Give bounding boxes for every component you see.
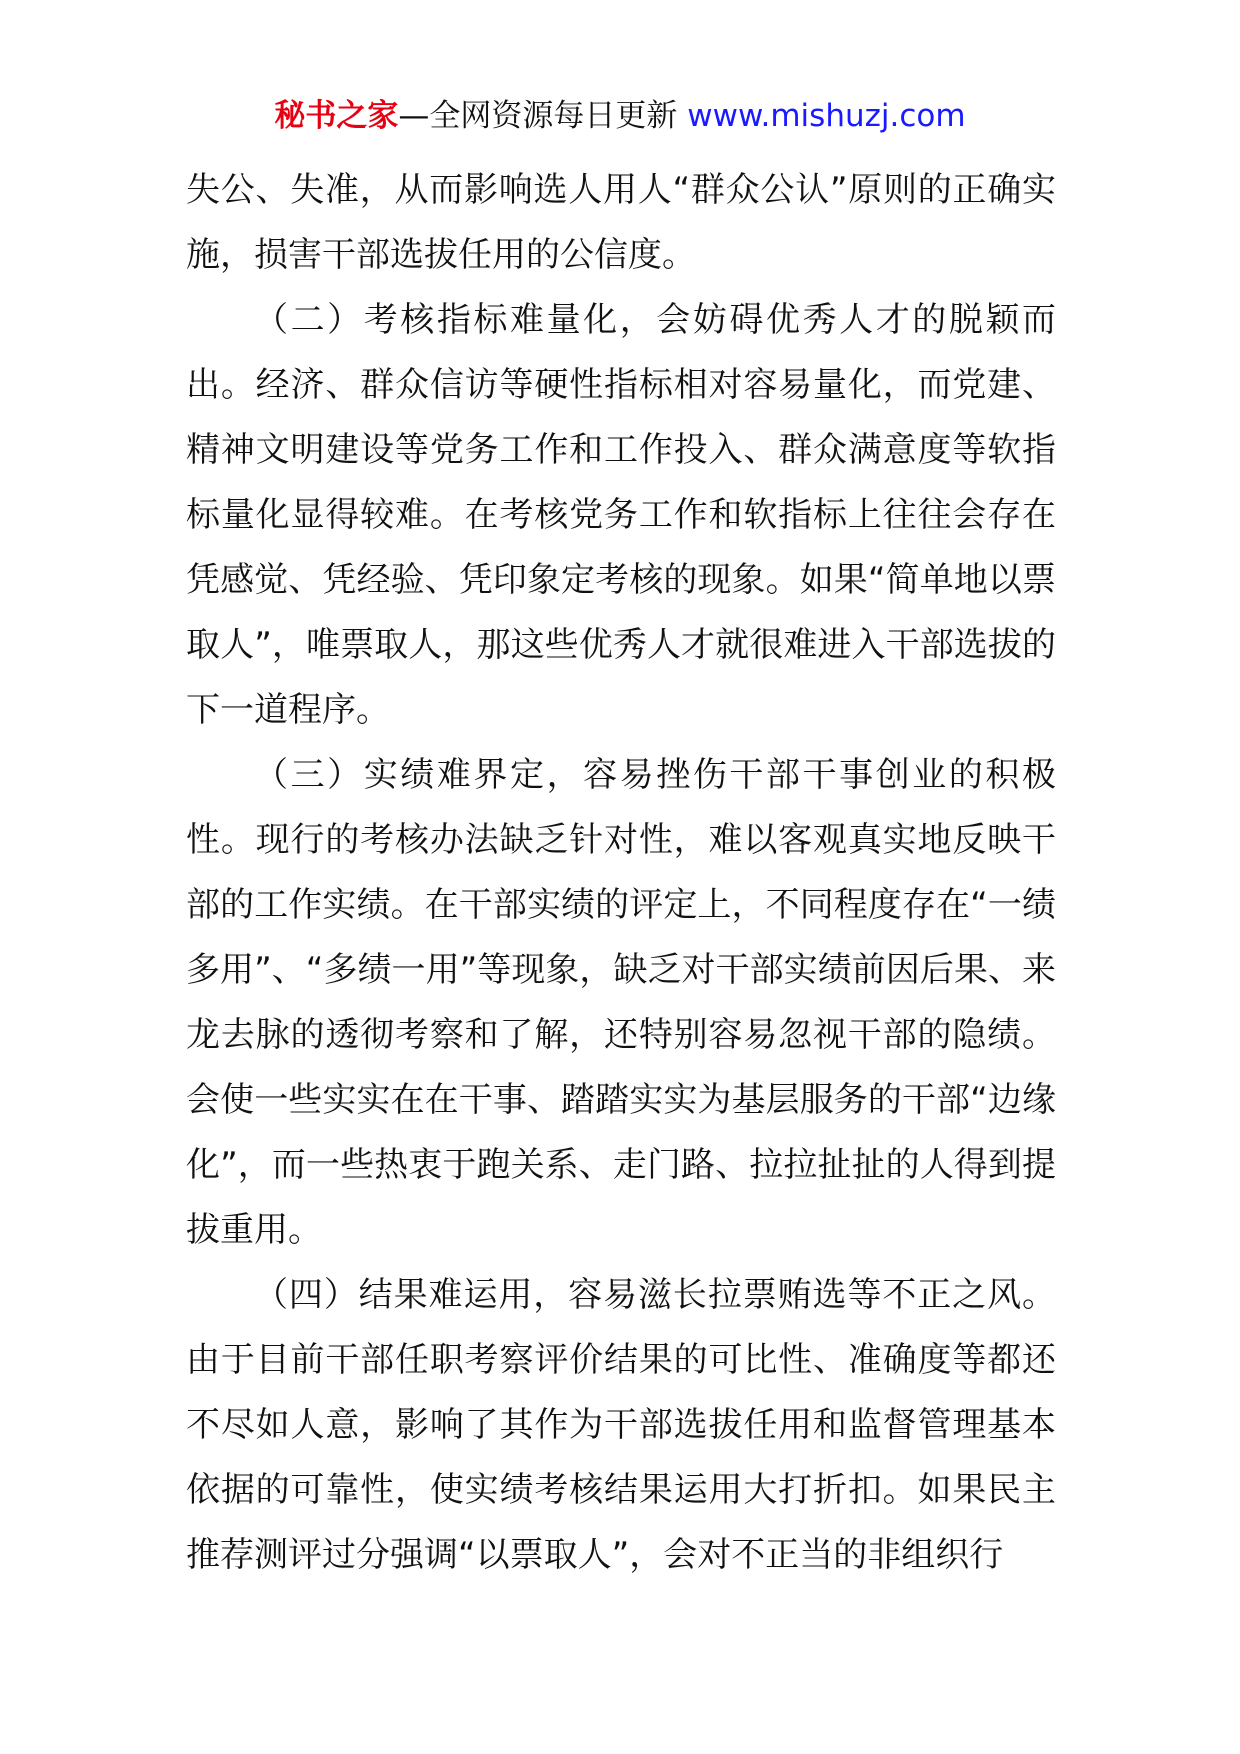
paragraph-section-2: （二）考核指标难量化，会妨碍优秀人才的脱颖而出。经济、群众信访等硬性指标相对容易量化，而党建、精神文明建设等党务工作和工作投入、群众满意度等软指标量化显得较难。在考核党务工作和软指标上往往会存在凭感觉、凭经验、凭印象定考核的现象。如果“简单地以票取人”，唯票取人，那这些优秀人才就很难进入干部选拔的下一道程序。 — [186, 300, 1056, 730]
site-tagline: —全网资源每日更新 — [398, 98, 678, 134]
paragraph-continuation: 失公、失准，从而影响选人用人“群众公认”原则的正确实施，损害干部选拔任用的公信度。 — [186, 170, 1056, 275]
document-body — [186, 158, 1056, 1588]
page-header — [0, 96, 1240, 136]
paragraph-section-3: （三）实绩难界定，容易挫伤干部干事创业的积极性。现行的考核办法缺乏针对性，难以客观真实地反映干部的工作实绩。在干部实绩的评定上，不同程度存在“一绩多用”、“多绩一用”等现象，缺乏对干部实绩前因后果、来龙去脉的透彻考察和了解，还特别容易忽视干部的隐绩。会使一些实实在在干事、踏踏实实为基层服务的干部“边缘化”，而一些热衷于跑关系、走门路、拉拉扯扯的人得到提拔重用。 — [186, 755, 1056, 1250]
site-url-link[interactable]: www.mishuzj.com — [687, 98, 966, 134]
site-brand: 秘书之家 — [274, 98, 399, 134]
paragraph-section-4: （四）结果难运用，容易滋长拉票贿选等不正之风。由于目前干部任职考察评价结果的可比性、准确度等都还不尽如人意，影响了其作为干部选拔任用和监督管理基本依据的可靠性，使实绩考核结果运用大打折扣。如果民主推荐测评过分强调“以票取人”，会对不正当的非组织行 — [186, 1275, 1056, 1575]
